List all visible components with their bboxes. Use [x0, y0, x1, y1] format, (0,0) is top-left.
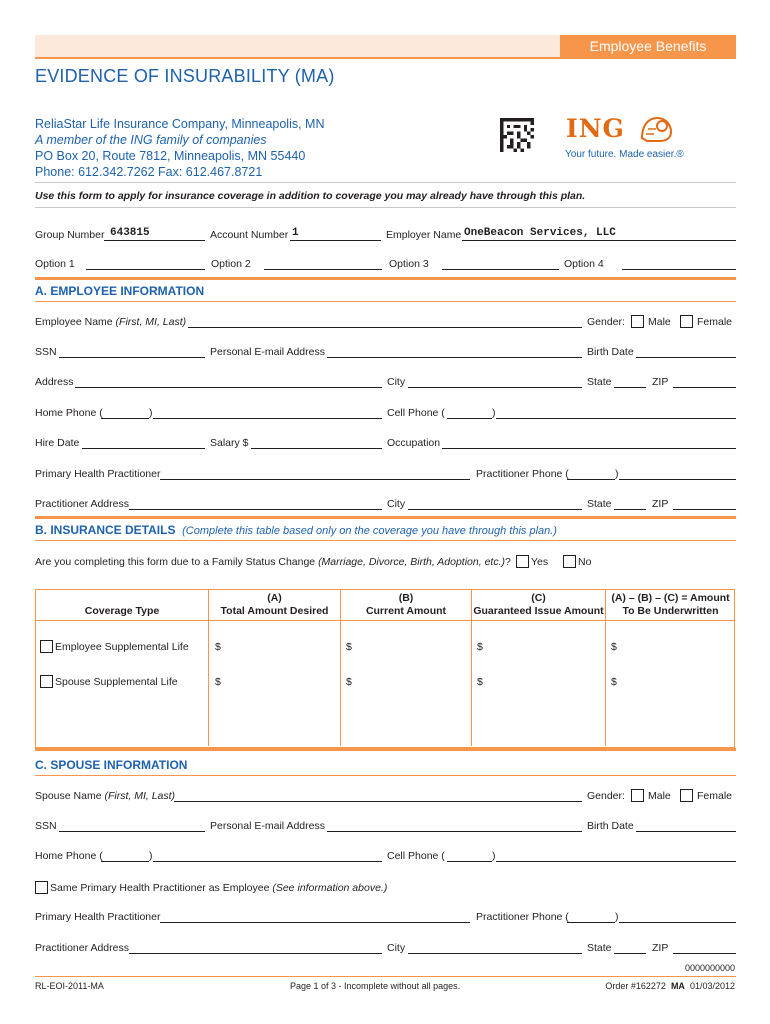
- employee-name-label: Employee Name (First, MI, Last): [35, 316, 187, 328]
- ssn-label: SSN: [35, 346, 57, 358]
- company-member: A member of the ING family of companies: [35, 133, 267, 147]
- table-bottom-bar: [35, 748, 736, 751]
- city-field[interactable]: [408, 387, 582, 388]
- order-info: Order #162272 MA 01/03/2012: [605, 981, 735, 991]
- family-status-question: Are you completing this form due to a Family Status Change (Marriage, Divorce, Birth, Adoption, etc.)?: [35, 556, 511, 568]
- account-number-label: Account Number: [210, 229, 289, 241]
- section-b-bar: [35, 516, 736, 519]
- salary-label: Salary $: [210, 437, 249, 449]
- spouse-cell-phone-label: Cell Phone (: [387, 850, 445, 862]
- page-info: Page 1 of 3 - Incomplete without all pages.: [290, 981, 461, 991]
- divider: [35, 182, 736, 183]
- account-number-value: 1: [292, 227, 299, 239]
- spouse-male-checkbox[interactable]: [631, 789, 644, 802]
- footer-rule: [35, 976, 736, 977]
- no-label: No: [578, 556, 592, 568]
- home-phone-label: Home Phone (: [35, 407, 103, 419]
- cell-phone-label: Cell Phone (: [387, 407, 445, 419]
- section-c-title: C. SPOUSE INFORMATION: [35, 758, 188, 772]
- spouse-practitioner-address-field[interactable]: [129, 953, 382, 954]
- spouse-home-phone-field[interactable]: [153, 861, 382, 862]
- spouse-practitioner-phone-label: Practitioner Phone (: [476, 911, 569, 923]
- divider: [35, 207, 736, 208]
- female-checkbox[interactable]: [680, 315, 693, 328]
- spouse-practitioner-zip-field[interactable]: [673, 953, 736, 954]
- zip-field[interactable]: [673, 387, 736, 388]
- form-title: EVIDENCE OF INSURABILITY (MA): [35, 66, 335, 86]
- col-header-underwritten: (A) – (B) – (C) = Amount To Be Underwritten: [611, 592, 730, 617]
- option-2-label: Option 2: [211, 258, 251, 270]
- option-3-field[interactable]: [442, 269, 559, 270]
- practitioner-phone-field[interactable]: [619, 479, 736, 480]
- birth-date-field[interactable]: [636, 357, 736, 358]
- male-checkbox[interactable]: [631, 315, 644, 328]
- option-2-field[interactable]: [264, 269, 382, 270]
- company-name: ReliaStar Life Insurance Company, Minneapolis, MN: [35, 117, 325, 131]
- spouse-email-field[interactable]: [327, 831, 582, 832]
- spouse-practitioner-address-label: Practitioner Address: [35, 942, 129, 954]
- col-header-a: (A) Total Amount Desired: [220, 592, 329, 617]
- spouse-home-phone-label: Home Phone (: [35, 850, 103, 862]
- section-a-bar: [35, 277, 736, 280]
- company-phone: Phone: 612.342.7262 Fax: 612.467.8721: [35, 165, 263, 179]
- option-3-label: Option 3: [389, 258, 429, 270]
- spouse-ssn-field[interactable]: [59, 831, 205, 832]
- group-number-label: Group Number: [35, 229, 105, 241]
- ing-logo: ING: [566, 114, 625, 143]
- option-1-field[interactable]: [86, 269, 205, 270]
- ing-tagline: Your future. Made easier.®: [565, 149, 684, 160]
- spouse-ssn-label: SSN: [35, 820, 57, 832]
- spouse-email-label: Personal E-mail Address: [210, 820, 325, 832]
- row-cell-b[interactable]: $: [346, 676, 352, 688]
- birth-date-label: Birth Date: [587, 346, 634, 358]
- spouse-name-field[interactable]: [174, 801, 582, 802]
- row-cell-d[interactable]: $: [611, 676, 617, 688]
- employee-name-field[interactable]: [188, 327, 582, 328]
- address-label: Address: [35, 376, 74, 388]
- city-label: City: [387, 376, 406, 388]
- practitioner-field[interactable]: [160, 479, 470, 480]
- practitioner-zip-label: ZIP: [652, 498, 669, 510]
- spouse-birth-date-label: Birth Date: [587, 820, 634, 832]
- hire-date-field[interactable]: [82, 448, 205, 449]
- practitioner-state-label: State: [587, 498, 612, 510]
- section-c-rule: [35, 775, 736, 776]
- male-label: Male: [648, 316, 671, 328]
- spouse-practitioner-city-label: City: [387, 942, 406, 954]
- row-cell-b[interactable]: $: [346, 641, 352, 653]
- account-number-field[interactable]: [290, 240, 381, 241]
- salary-field[interactable]: [251, 448, 382, 449]
- practitioner-city-field[interactable]: [408, 509, 582, 510]
- header-rule: [35, 57, 736, 59]
- spouse-cell-phone-area-field[interactable]: [447, 861, 492, 862]
- same-practitioner-checkbox[interactable]: [35, 881, 48, 894]
- practitioner-state-field[interactable]: [614, 509, 646, 510]
- col-header-c: (C) Guaranteed Issue Amount: [473, 592, 604, 617]
- spouse-practitioner-phone-paren: ): [615, 911, 619, 923]
- group-number-value: 643815: [110, 227, 150, 239]
- zip-label: ZIP: [652, 376, 669, 388]
- hire-date-label: Hire Date: [35, 437, 80, 449]
- employer-name-field[interactable]: [462, 240, 736, 241]
- spouse-cell-phone-field[interactable]: [496, 861, 736, 862]
- spouse-practitioner-phone-field[interactable]: [619, 922, 736, 923]
- occupation-field[interactable]: [442, 448, 736, 449]
- option-4-field[interactable]: [622, 269, 736, 270]
- col-header-coverage-type: Coverage Type: [84, 605, 160, 617]
- spouse-home-phone-paren: ): [149, 850, 153, 862]
- spouse-name-label: Spouse Name (First, MI, Last): [35, 790, 176, 802]
- state-label: State: [587, 376, 612, 388]
- instructions: Use this form to apply for insurance coverage in addition to coverage you may already have through this plan.: [35, 190, 586, 202]
- row-cell-a[interactable]: $: [215, 641, 221, 653]
- section-a-title: A. EMPLOYEE INFORMATION: [35, 284, 205, 298]
- practitioner-address-field[interactable]: [129, 509, 382, 510]
- spouse-practitioner-city-field[interactable]: [408, 953, 582, 954]
- practitioner-phone-label: Practitioner Phone (: [476, 468, 569, 480]
- female-label: Female: [697, 316, 733, 328]
- header-divider: [35, 620, 735, 621]
- email-label: Personal E-mail Address: [210, 346, 325, 358]
- cell-phone-field[interactable]: [496, 418, 736, 419]
- yes-checkbox[interactable]: [516, 555, 529, 568]
- home-phone-area-field[interactable]: [101, 418, 149, 419]
- row-label: Spouse Supplemental Life: [55, 676, 178, 688]
- practitioner-address-label: Practitioner Address: [35, 498, 129, 510]
- section-b-title: B. INSURANCE DETAILS (Complete this table based only on the coverage you have through this plan.): [35, 523, 557, 537]
- cell-phone-paren: ): [492, 407, 496, 419]
- group-number-field[interactable]: [104, 240, 205, 241]
- spouse-practitioner-state-label: State: [587, 942, 612, 954]
- spouse-practitioner-state-field[interactable]: [614, 953, 646, 954]
- spouse-cell-phone-paren: ): [492, 850, 496, 862]
- qr-code-icon: [500, 118, 534, 152]
- company-address: PO Box 20, Route 7812, Minneapolis, MN 55440: [35, 149, 306, 163]
- no-checkbox[interactable]: [563, 555, 576, 568]
- email-field[interactable]: [327, 357, 582, 358]
- lion-logo-icon: [638, 112, 676, 144]
- home-phone-field[interactable]: [153, 418, 382, 419]
- employee-supplemental-checkbox[interactable]: [40, 640, 53, 653]
- state-field[interactable]: [614, 387, 646, 388]
- spouse-female-checkbox[interactable]: [680, 789, 693, 802]
- spouse-practitioner-phone-area-field[interactable]: [567, 922, 615, 923]
- company-info: [35, 116, 324, 180]
- home-phone-paren: ): [149, 407, 153, 419]
- spouse-home-phone-area-field[interactable]: [101, 861, 149, 862]
- practitioner-phone-paren: ): [615, 468, 619, 480]
- section-a-rule: [35, 301, 736, 302]
- form-id: RL-EOI-2011-MA: [35, 981, 104, 991]
- spouse-gender-label: Gender:: [587, 790, 625, 802]
- barcode-number: 0000000000: [684, 963, 735, 973]
- spouse-practitioner-label: Primary Health Practitioner: [35, 911, 161, 923]
- row-cell-a[interactable]: $: [215, 676, 221, 688]
- employee-benefits-badge: Employee Benefits: [560, 35, 736, 57]
- option-4-label: Option 4: [564, 258, 604, 270]
- row-cell-c[interactable]: $: [477, 676, 483, 688]
- occupation-label: Occupation: [387, 437, 441, 449]
- section-b-rule: [35, 540, 736, 541]
- practitioner-phone-area-field[interactable]: [567, 479, 615, 480]
- spouse-practitioner-zip-label: ZIP: [652, 942, 669, 954]
- cell-phone-area-field[interactable]: [447, 418, 492, 419]
- row-cell-d[interactable]: $: [611, 641, 617, 653]
- employer-name-value: OneBeacon Services, LLC: [464, 227, 616, 239]
- row-cell-c[interactable]: $: [477, 641, 483, 653]
- yes-label: Yes: [531, 556, 549, 568]
- practitioner-city-label: City: [387, 498, 406, 510]
- spouse-birth-date-field[interactable]: [636, 831, 736, 832]
- section-b-subtitle: (Complete this table based only on the coverage you have through this plan.): [182, 525, 557, 537]
- practitioner-zip-field[interactable]: [673, 509, 736, 510]
- spouse-female-label: Female: [697, 790, 733, 802]
- employer-name-label: Employer Name: [386, 229, 462, 241]
- option-1-label: Option 1: [35, 258, 75, 270]
- col-header-b: (B) Current Amount: [365, 592, 447, 617]
- practitioner-label: Primary Health Practitioner: [35, 468, 161, 480]
- spouse-supplemental-checkbox[interactable]: [40, 675, 53, 688]
- same-practitioner-label: Same Primary Health Practitioner as Employee (See information above.): [50, 882, 388, 894]
- address-field[interactable]: [75, 387, 382, 388]
- ssn-field[interactable]: [59, 357, 205, 358]
- spouse-male-label: Male: [648, 790, 671, 802]
- row-label: Employee Supplemental Life: [55, 641, 189, 653]
- gender-label: Gender:: [587, 316, 625, 328]
- spouse-practitioner-field[interactable]: [160, 922, 470, 923]
